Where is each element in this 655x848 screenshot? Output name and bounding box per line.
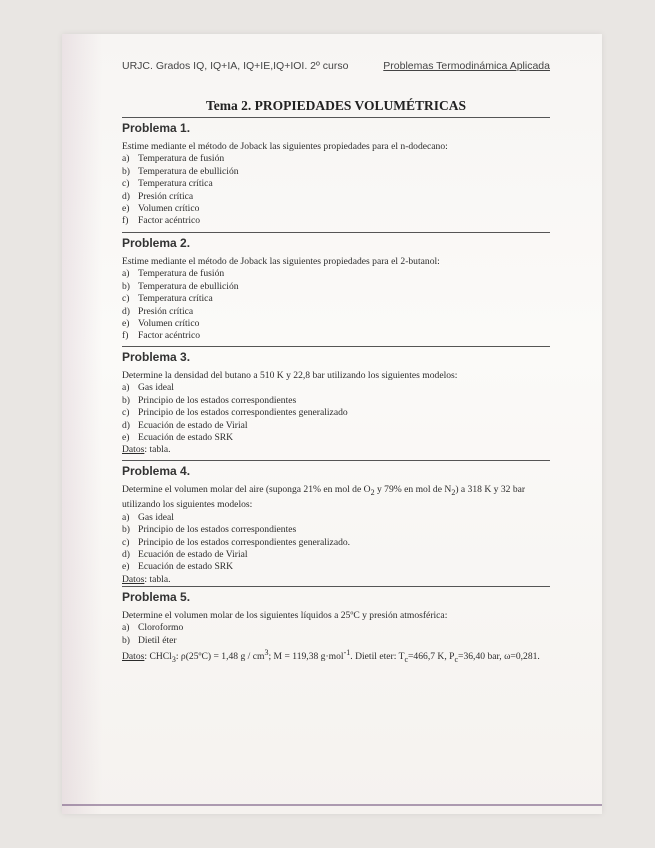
list-item xyxy=(122,407,550,419)
item-text: Gas ideal xyxy=(138,382,174,394)
list-item xyxy=(122,268,550,280)
item-text: Factor acéntrico xyxy=(138,330,201,342)
item-letter: b) xyxy=(122,394,130,406)
item-text: Gas ideal xyxy=(138,511,174,523)
statement-part: y 79% en mol de N xyxy=(374,484,452,495)
list-item xyxy=(122,178,550,190)
item-letter: f) xyxy=(122,215,129,227)
item-letter: a) xyxy=(122,622,130,634)
list-item xyxy=(122,330,550,342)
item-letter: c) xyxy=(122,293,130,305)
list-item xyxy=(122,293,550,305)
list-item xyxy=(122,537,550,549)
list-item xyxy=(122,215,550,227)
header-course: URJC. Grados IQ, IQ+IA, IQ+IE,IQ+IOI. 2º curso xyxy=(122,60,349,72)
problem-2 xyxy=(122,234,550,343)
item-text: Dietil éter xyxy=(138,634,177,646)
item-list xyxy=(122,268,550,342)
item-text: Principio de los estados correspondientes generalizado xyxy=(138,407,348,419)
list-item xyxy=(122,191,550,203)
problem-5 xyxy=(122,588,550,667)
item-text: Ecuación de estado SRK xyxy=(138,432,234,444)
item-letter: c) xyxy=(122,178,130,190)
page-header xyxy=(122,60,550,76)
problem-title: Problema 3. xyxy=(122,350,191,364)
item-text: Ecuación de estado SRK xyxy=(138,561,234,573)
datos-part: : CHCl xyxy=(144,651,172,663)
item-list xyxy=(122,512,550,574)
datos-part: : ρ(25ºC) = 1,48 g / cm xyxy=(175,651,265,663)
item-letter: c) xyxy=(122,407,130,419)
section-rule xyxy=(122,346,550,347)
item-letter: a) xyxy=(122,153,130,165)
problem-title: Problema 1. xyxy=(122,121,191,135)
item-letter: e) xyxy=(122,318,130,330)
item-letter: d) xyxy=(122,190,130,202)
problem-statement: Determine la densidad del butano a 510 K y 22,8 bar utilizando los siguientes modelos: xyxy=(122,370,458,381)
section-rule xyxy=(122,117,550,118)
item-list xyxy=(122,382,550,444)
list-item xyxy=(122,318,550,330)
subscript: c xyxy=(404,655,409,665)
datos-line xyxy=(122,444,550,456)
item-letter: b) xyxy=(122,634,130,646)
item-text: Principio de los estados correspondientes xyxy=(138,394,297,406)
item-letter: b) xyxy=(122,165,130,177)
item-text: Presión crítica xyxy=(138,305,194,317)
item-list xyxy=(122,622,550,647)
item-text: Ecuación de estado de Virial xyxy=(138,548,248,560)
subscript: 3 xyxy=(171,655,176,665)
item-text: Temperatura crítica xyxy=(138,293,213,305)
list-item xyxy=(122,512,550,524)
datos-text: : tabla. xyxy=(144,573,171,585)
datos-part: ; M = 119,38 g·mol xyxy=(268,651,344,663)
item-text: Temperatura de fusión xyxy=(138,153,225,165)
datos-part: =466,7 K, P xyxy=(408,651,455,663)
problem-statement: Determine el volumen molar de los siguientes líquidos a 25ºC y presión atmosférica: xyxy=(122,610,448,621)
item-text: Principio de los estados correspondientes xyxy=(138,524,297,536)
item-text: Factor acéntrico xyxy=(138,215,201,227)
header-subject: Problemas Termodinámica Aplicada xyxy=(383,60,550,72)
section-rule xyxy=(122,586,550,587)
problem-3 xyxy=(122,348,550,457)
page-title: Tema 2. PROPIEDADES VOLUMÉTRICAS xyxy=(205,98,466,113)
item-letter: f) xyxy=(122,330,129,342)
datos-line xyxy=(122,647,550,667)
datos-part: . Dietil eter: T xyxy=(350,651,405,663)
page-edge-line xyxy=(62,804,602,806)
datos-part: =36,40 bar, ω=0,281. xyxy=(458,651,540,663)
problem-4 xyxy=(122,462,550,586)
item-letter: c) xyxy=(122,536,130,548)
subscript: 2 xyxy=(370,487,375,497)
item-text: Volumen crítico xyxy=(138,318,200,330)
item-text: Temperatura de fusión xyxy=(138,268,225,280)
item-letter: e) xyxy=(122,432,130,444)
list-item xyxy=(122,153,550,165)
item-text: Temperatura de ebullición xyxy=(138,280,239,292)
superscript: -1 xyxy=(343,648,351,658)
item-letter: e) xyxy=(122,203,130,215)
list-item xyxy=(122,203,550,215)
datos-label: Datos xyxy=(122,573,145,585)
item-text: Volumen crítico xyxy=(138,203,200,215)
item-text: Principio de los estados correspondientes generalizado. xyxy=(138,536,351,548)
item-list xyxy=(122,153,550,227)
datos-line xyxy=(122,574,550,586)
list-item xyxy=(122,420,550,432)
list-item xyxy=(122,622,550,634)
problem-title: Problema 2. xyxy=(122,236,191,250)
list-item xyxy=(122,561,550,573)
subscript: c xyxy=(454,655,459,665)
problem-statement: Estime mediante el método de Joback las siguientes propiedades para el 2-butanol: xyxy=(122,256,440,267)
datos-label: Datos xyxy=(122,651,145,663)
item-letter: a) xyxy=(122,268,130,280)
item-letter: e) xyxy=(122,561,130,573)
item-letter: a) xyxy=(122,511,130,523)
list-item xyxy=(122,281,550,293)
item-text: Cloroformo xyxy=(138,622,184,634)
datos-text: : tabla. xyxy=(144,444,171,456)
item-text: Presión crítica xyxy=(138,190,194,202)
problem-statement: Estime mediante el método de Joback las siguientes propiedades para el n-dodecano: xyxy=(122,141,448,152)
subscript: 2 xyxy=(451,487,456,497)
statement-part: Determine el volumen molar del aire (suponga 21% en mol de O xyxy=(122,484,371,495)
section-rule xyxy=(122,232,550,233)
problem-1 xyxy=(122,119,550,228)
item-letter: b) xyxy=(122,524,130,536)
item-text: Ecuación de estado de Virial xyxy=(138,419,248,431)
item-letter: d) xyxy=(122,419,130,431)
statement-part: ) a 318 K y 32 bar utilizando los siguientes modelos: xyxy=(122,484,526,511)
item-text: Temperatura crítica xyxy=(138,178,213,190)
list-item xyxy=(122,306,550,318)
item-letter: d) xyxy=(122,305,130,317)
list-item xyxy=(122,432,550,444)
list-item xyxy=(122,549,550,561)
list-item xyxy=(122,635,550,647)
item-letter: b) xyxy=(122,280,130,292)
superscript: 3 xyxy=(264,648,269,658)
item-text: Temperatura de ebullición xyxy=(138,165,239,177)
datos-label: Datos xyxy=(122,444,145,456)
section-rule xyxy=(122,460,550,461)
problem-title: Problema 5. xyxy=(122,590,191,604)
problem-title: Problema 4. xyxy=(122,464,191,478)
list-item xyxy=(122,382,550,394)
item-letter: a) xyxy=(122,382,130,394)
list-item xyxy=(122,166,550,178)
item-letter: d) xyxy=(122,548,130,560)
problem-statement xyxy=(122,484,550,512)
list-item xyxy=(122,395,550,407)
list-item xyxy=(122,524,550,536)
